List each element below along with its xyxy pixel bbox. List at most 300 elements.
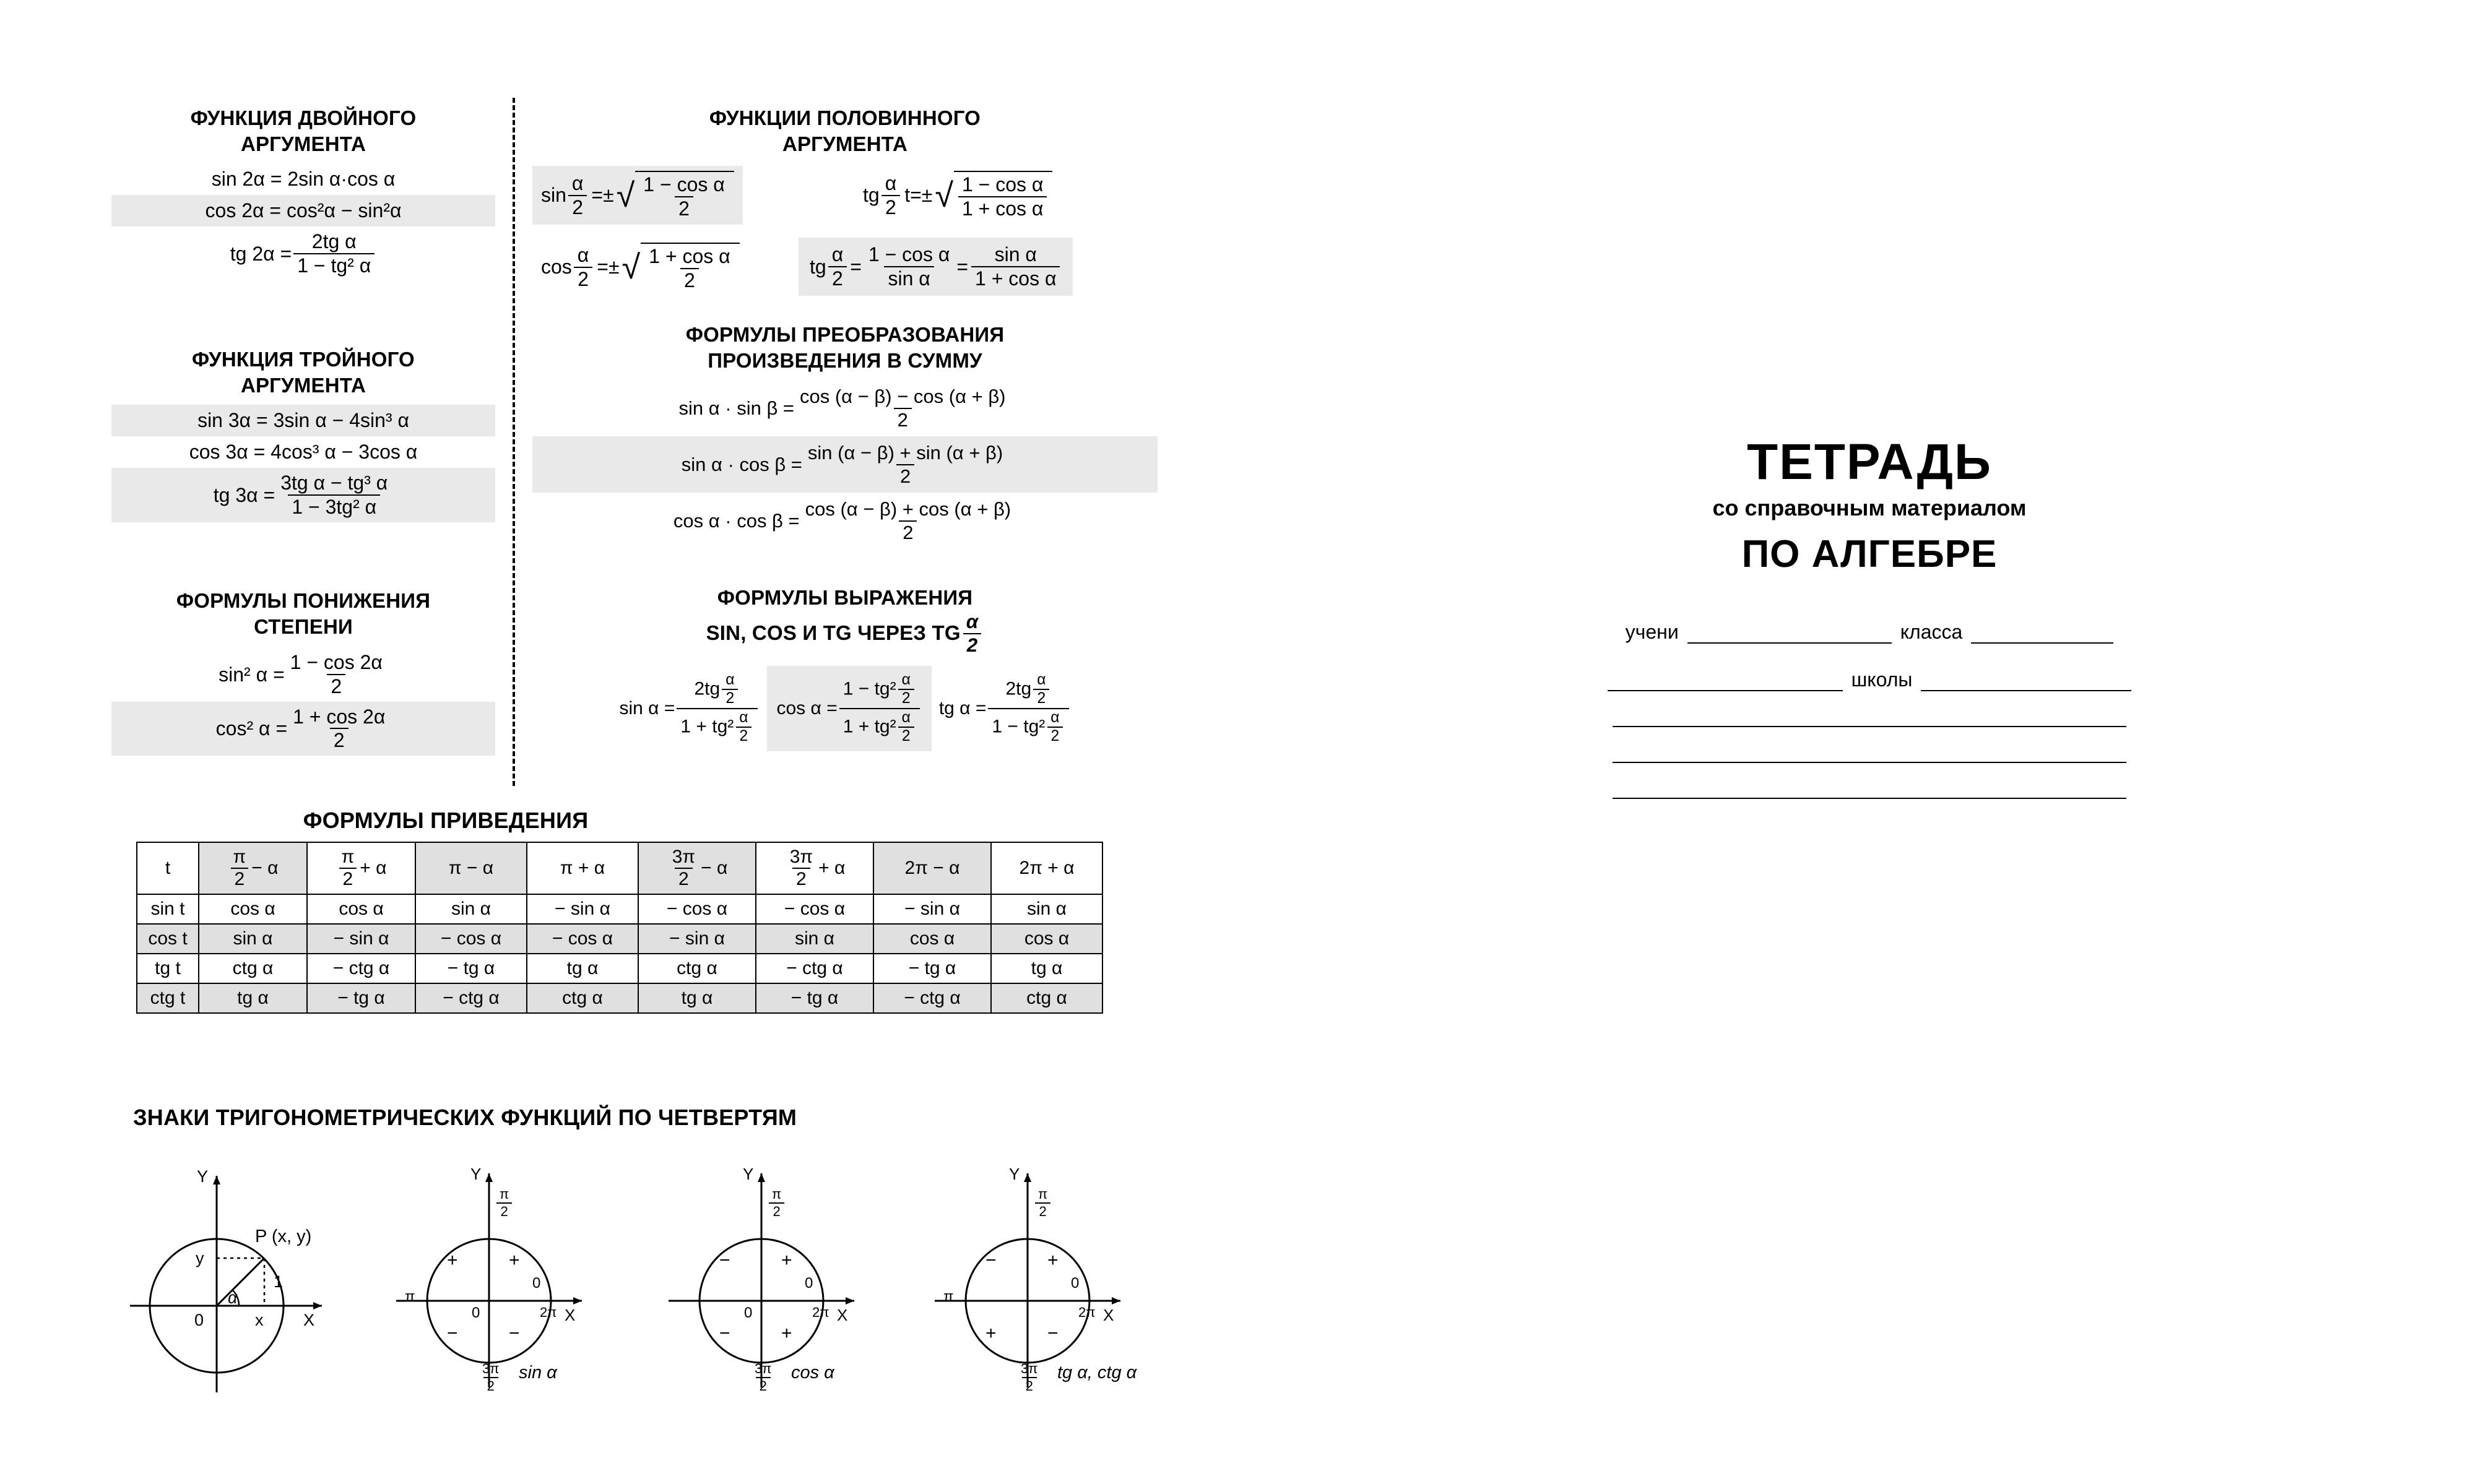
table-cell [415,894,527,924]
numerator: π [1038,1186,1048,1202]
fraction-alpha-over-2 [963,611,982,656]
fraction [639,174,728,219]
equals-sign: t=± [904,184,933,207]
heading-line-2: АРГУМЕНТА [240,132,366,156]
cover-field-row-4 [1560,751,2179,763]
denominator: 1 + cos α [958,196,1047,220]
numerator: α [831,243,844,266]
numerator: α [901,709,911,726]
cell-text: 2π − α [904,857,960,878]
numerator: α [966,610,979,632]
sign-quadrant-4: − [509,1323,520,1344]
denominator: 2 [1047,727,1063,745]
equals-sign: =± [591,184,614,207]
denominator [677,708,757,745]
heading-line-1: ФОРМУЛЫ ПОНИЖЕНИЯ [176,589,431,612]
table-header-row [137,842,1102,894]
sign-circle-sin [378,1151,625,1411]
axis-label-x: X [565,1306,576,1324]
denominator: 1 − 3tg² α [288,494,380,518]
numerator: π [772,1186,782,1202]
fraction [865,244,953,289]
axis-label-x: X [303,1311,315,1329]
table-cell [991,924,1102,954]
inner-fraction [1033,672,1049,707]
cell-text: cos α [339,898,384,919]
formula-tg-via-tg [932,666,1078,751]
via-half-tangent-heading [532,585,1158,656]
label-pi: π [943,1288,954,1305]
table-cell [756,924,873,954]
suffix: + α [818,858,846,879]
denominator: 1 + cos α [971,266,1060,290]
table-cell [991,954,1102,983]
heading-line-1: ФУНКЦИЯ ДВОЙНОГО [190,106,417,129]
table-cell [199,954,307,983]
input-blank-line-1[interactable] [1613,715,2126,727]
cell-text: − ctg α [904,987,961,1008]
numerator: 3π [789,847,813,867]
table-cell [527,983,638,1013]
numerator: α [577,243,589,266]
section-half-argument [532,105,1158,315]
formula-label: cos α = [776,697,838,718]
numerator: α [1037,671,1046,688]
reduction-formulas-heading: ФОРМУЛЫ ПРИВЕДЕНИЯ [303,808,589,833]
numerator: 1 + cos α [649,245,730,268]
formula-label: sin α · sin β = [678,397,794,419]
numerator: 3π [755,1361,772,1376]
inner-fraction [735,710,751,745]
cover-page [1560,433,2179,799]
sign-quadrant-3: − [447,1323,458,1344]
denominator: 2 [483,1377,498,1394]
cover-field-row-3 [1560,715,2179,727]
axis-label-y: Y [470,1165,482,1183]
table-cell [638,924,756,954]
table-cell [199,983,307,1013]
axis-label-y: Y [1009,1165,1020,1183]
fraction [796,386,1010,430]
formula-label: cos α · cos β = [673,509,800,532]
formula-row-tg2a [111,226,495,280]
heading-line-1: ФУНКЦИЯ ТРОЙНОГО [192,348,415,371]
sign-quadrant-4: + [781,1323,792,1344]
input-blank-line-3[interactable] [1613,787,2126,799]
fraction-arg [828,244,847,289]
numerator: sin (α − β) + sin (α + β) [807,442,1003,464]
numerator: 1 − cos α [868,243,950,266]
sign-quadrant-1: + [781,1250,792,1270]
input-school-left[interactable] [1608,667,1843,691]
cell-text: cos α [909,928,955,949]
axis-label-y: Y [197,1167,209,1186]
denominator-text: 1 − tg² [992,716,1046,737]
formula-sin-via-tg [612,666,767,751]
label-class: класса [1900,621,1963,643]
cover-field-row-1 [1560,619,2179,644]
equals-sign: =± [597,256,620,278]
fraction [988,672,1068,745]
cell-text: − cos α [440,928,502,949]
cover-field-row-5 [1560,787,2179,799]
cell-text: tg t [155,957,181,978]
fraction [287,652,386,697]
header-cell [873,842,991,894]
inner-fraction [898,710,914,745]
unit-circle-svg [118,1151,409,1411]
fraction [971,244,1060,289]
label-radius: 1 [274,1272,284,1291]
cell-text: tg α [681,987,713,1008]
formula-half-cos [532,238,748,296]
table-cell [527,924,638,954]
denominator: 2 [792,868,810,889]
table-cell [415,983,527,1013]
cell-text: − tg α [790,987,839,1008]
section-power-reduction [111,588,495,756]
heading-line-2: ПРОИЗВЕДЕНИЯ В СУММУ [708,349,982,373]
triple-argument-heading [111,347,495,399]
axis-label-x: X [837,1306,848,1324]
fraction [338,847,358,890]
label-center-zero: 0 [472,1305,480,1321]
radicand [635,171,734,219]
denominator: 2 [722,689,738,707]
cover-field-row-2 [1560,667,2179,691]
cell-text: cos t [148,928,188,949]
denominator: 2 [881,195,900,218]
denominator: 2 [898,727,914,745]
label-3pi-over-2 [749,1361,777,1394]
cover-title: ТЕТРАДЬ [1747,434,1992,490]
inner-fraction [722,672,738,707]
heading-line-1: ФОРМУЛЫ ВЫРАЖЕНИЯ [717,586,973,609]
cell-text: sin α [1026,898,1067,919]
cell-text: π + α [560,857,605,878]
sign-quadrant-2: − [719,1250,730,1270]
input-school-right[interactable] [1921,667,2131,691]
header-cell [527,842,638,894]
formula-label: sin² α = [219,663,285,686]
input-blank-line-2[interactable] [1613,751,2126,763]
inner-fraction [898,672,914,707]
cell-text: sin t [150,898,185,919]
cell-text: − ctg α [786,957,843,978]
cell-text: sin α [451,898,492,919]
cell-text: − cos α [552,928,613,949]
table-cell [756,983,873,1013]
label-pi-over-2 [494,1187,514,1219]
heading-line-2: SIN, COS И TG ЧЕРЕЗ TG [706,621,961,645]
numerator-text: 1 − tg² [842,678,896,699]
table-cell [307,924,415,954]
cell-text: − tg α [908,957,956,978]
reduction-formulas-table [136,842,1103,1014]
table-cell [873,954,991,983]
numerator: α [739,709,748,726]
fraction [277,472,391,517]
fraction [645,246,734,291]
sign-quadrant-3: + [985,1323,997,1344]
cell-text: − ctg α [443,987,500,1008]
section-via-half-tangent [532,585,1158,751]
formula-half-sin [532,166,743,224]
fraction [768,1187,785,1219]
formula-label: sin α · cos β = [681,453,802,475]
formula-label: cos² α = [215,717,288,740]
fraction [479,1361,503,1394]
label-school: школы [1851,668,1913,691]
cover-fields [1560,619,2179,799]
row-label [137,894,199,924]
heading-line-1: ФОРМУЛЫ ПРЕОБРАЗОВАНИЯ [685,323,1005,346]
denominator: 2 [231,868,249,889]
fraction [230,847,250,890]
sign-quadrant-2: + [447,1250,458,1270]
table-cell [307,983,415,1013]
cell-text: ctg t [150,987,186,1008]
label-zero: 0 [805,1275,813,1292]
square-root [622,243,740,291]
numerator: π [233,847,246,867]
double-argument-heading [111,105,495,157]
numerator: 2tg α [311,230,357,253]
header-cell [991,842,1102,894]
sign-circle-tg-ctg [916,1151,1213,1411]
signs-section-heading: ЗНАКИ ТРИГОНОМЕТРИЧЕСКИХ ФУНКЦИЙ ПО ЧЕТВЕРТЯМ [133,1105,797,1130]
suffix: + α [360,858,387,879]
numerator: 1 − cos α [961,173,1044,196]
section-product-to-sum [532,322,1158,549]
sign-quadrant-3: − [719,1323,730,1344]
numerator: 1 − cos 2α [290,651,383,674]
axis-label-y: Y [743,1165,754,1183]
label-y-coord: y [196,1249,204,1267]
heading-line-2: СТЕПЕНИ [254,615,353,639]
heading-line-1: ФУНКЦИИ ПОЛОВИННОГО [709,106,981,129]
denominator: 2 [574,267,592,290]
cell-text: − cos α [784,898,846,919]
label-zero: 0 [1071,1275,1080,1292]
power-reduction-heading [111,588,495,640]
numerator: 3π [672,847,696,867]
reduction-formulas-table-wrap [136,842,1103,1014]
product-to-sum-heading [532,322,1158,374]
formula-row-cos-cos [532,493,1158,549]
table-cell [991,983,1102,1013]
section-double-argument [111,105,495,281]
cell-text: − sin α [669,928,725,949]
denominator: 2 [1022,1377,1037,1394]
input-class[interactable] [1971,619,2113,644]
formula-row-sin-sin [532,380,1158,436]
fraction-arg [568,173,587,218]
fraction [289,706,389,751]
numerator: α [1050,709,1060,726]
cell-text: ctg α [232,957,274,978]
table-cell [307,894,415,924]
cell-text: − tg α [337,987,385,1008]
numerator: α [885,171,897,194]
equals-sign: = [850,255,862,278]
fraction [677,672,757,745]
table-cell [991,894,1102,924]
label-pi: π [405,1288,415,1305]
numerator [1002,672,1055,708]
denominator: 2 [963,633,982,656]
header-cell [756,842,873,894]
radicand [641,243,739,291]
denominator: 2 [496,1202,511,1219]
origin-label: 0 [194,1311,204,1329]
denominator: 2 [899,520,917,543]
denominator: 2 [1035,1202,1050,1219]
fn-name: cos [541,256,572,278]
numerator: 1 − cos α [643,173,725,196]
fraction [496,1187,513,1219]
formula-half-tg [854,166,1061,224]
cell-text: sin α [794,928,835,949]
denominator: 2 [1033,689,1049,707]
heading-line-2: АРГУМЕНТА [240,374,366,397]
cell-text: − sin α [904,898,960,919]
sign-circle-cos [650,1151,898,1411]
denominator-text: 1 + tg² [680,716,734,737]
label-angle-alpha: α [228,1288,238,1307]
fraction-arg [881,173,901,218]
fraction-arg [574,244,593,290]
radical-sign: √ [622,248,641,286]
table-cell [527,954,638,983]
cover-subject: ПО АЛГЕБРЕ [1741,533,1998,576]
table-cell [527,894,638,924]
cell-text: − sin α [555,898,610,919]
numerator-text: 2tg [694,678,721,699]
denominator: 2 [327,674,345,697]
radical-sign: √ [935,176,953,214]
formula-row: sin 2α = 2sin α·cos α [211,168,396,191]
denominator: 2 [898,689,914,707]
label-3pi-over-2 [1015,1361,1043,1394]
label-pi-over-2 [766,1187,787,1219]
header-cell [638,842,756,894]
formula-row-sin2 [111,647,495,701]
row-label [137,983,199,1013]
denominator: 2 [568,195,587,218]
cell-text: − cos α [666,898,728,919]
section-triple-argument [111,347,495,522]
label-x-coord: x [255,1311,264,1329]
table-cell [307,954,415,983]
square-root [935,171,1052,219]
fraction [804,442,1007,486]
table-cell [199,924,307,954]
input-pupil-name[interactable] [1687,619,1892,644]
denominator-text: 1 + tg² [842,716,896,737]
denominator [839,708,920,745]
denominator: 2 [680,268,699,291]
fn-name: tg [810,255,826,278]
table-row [137,894,1102,924]
numerator: 3π [482,1361,500,1376]
denominator: 2 [828,266,847,290]
numerator: sin α [994,243,1037,266]
vertical-dashed-divider [513,98,515,786]
cell-text: sin α [233,928,273,949]
table-cell [756,894,873,924]
cell-text: − ctg α [332,957,390,978]
header-cell [307,842,415,894]
denominator: 2 [736,727,752,745]
numerator: cos (α − β) − cos (α + β) [800,386,1006,408]
formula-cos-via-tg [767,666,932,751]
denominator: sin α [884,266,933,290]
cell-text: tg α [1031,957,1063,978]
table-cell [873,924,991,954]
fn-name: tg [863,184,880,207]
cell-text: − tg α [447,957,495,978]
sign-circle-caption: tg α, ctg α [1057,1363,1137,1383]
table-cell [756,954,873,983]
denominator: 2 [339,868,357,889]
formula-half-tg-alt [799,238,1073,295]
axis-label-x: X [1103,1306,1114,1324]
fraction [786,847,816,890]
table-cell [415,924,527,954]
table-cell [638,954,756,983]
fraction [669,847,699,890]
table-row [137,954,1102,983]
table-cell [199,894,307,924]
table-row [137,983,1102,1013]
heading-line-2: АРГУМЕНТА [782,132,908,156]
sign-quadrant-1: + [509,1250,520,1270]
row-label [137,924,199,954]
numerator: 1 + cos 2α [293,705,386,728]
numerator: α [571,171,584,194]
half-argument-heading [532,105,1158,157]
label-2pi: 2π [812,1305,829,1320]
cell-text: − sin α [333,928,389,949]
fraction [1017,1361,1041,1394]
fn-name: sin [541,184,566,207]
label-zero: 0 [532,1275,541,1292]
formula-row: cos 2α = cos²α − sin²α [111,195,495,226]
formula-label: tg α = [938,697,987,718]
radicand [954,171,1052,219]
numerator [690,672,743,708]
sign-circle-caption: cos α [791,1363,834,1383]
cell-text: tg α [566,957,599,978]
numerator: cos (α − β) + cos (α + β) [805,498,1011,520]
denominator: 2 [330,728,349,751]
header-cell [199,842,307,894]
fraction [839,672,920,745]
numerator-text: 2tg [1005,678,1032,699]
row-label [137,954,199,983]
table-cell [638,894,756,924]
numerator: α [725,671,735,688]
label-3pi-over-2 [477,1361,505,1394]
numerator: 3π [1021,1361,1038,1376]
fraction [751,1361,775,1394]
formula-row: cos 3α = 4cos³ α − 3cos α [189,441,418,464]
fraction [1034,1187,1051,1219]
sign-quadrant-4: − [1047,1323,1059,1344]
formula-row-cos2 [111,702,495,756]
cell-text: tg α [237,987,269,1008]
